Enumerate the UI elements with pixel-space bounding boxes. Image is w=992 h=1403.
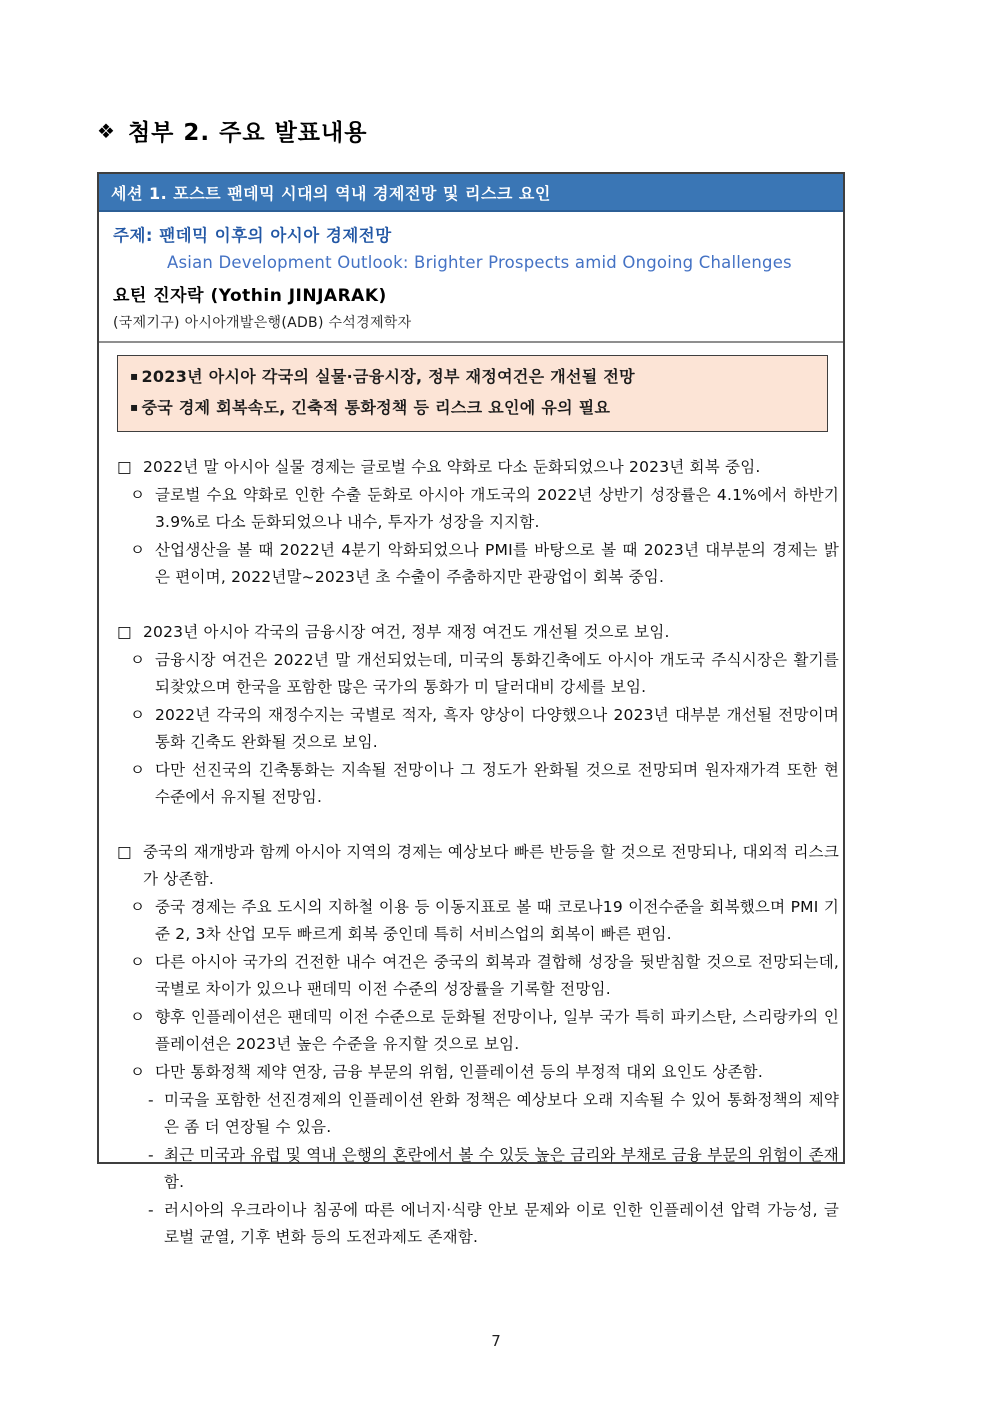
paragraph-text: 중국의 재개방과 함께 아시아 지역의 경제는 예상보다 빠른 반등을 할 것으로 전망되나, 대외적 리스크가 상존함. bbox=[143, 843, 839, 888]
speaker-affiliation: (국제기구) 아시아개발은행(ADB) 수석경제학자 bbox=[113, 315, 412, 331]
summary-box bbox=[117, 355, 828, 432]
paragraph-text: 다만 통화정책 제약 연장, 금융 부문의 위험, 인플레이션 등의 부정적 대외 요인도 상존함. bbox=[155, 1063, 763, 1081]
paragraph-marker: ㅇ bbox=[130, 486, 146, 504]
body-paragraph bbox=[130, 1059, 839, 1086]
body-paragraph bbox=[117, 839, 839, 893]
body-paragraph bbox=[117, 454, 839, 481]
session-subheader bbox=[99, 212, 843, 343]
paragraph-marker: ㅇ bbox=[130, 651, 146, 669]
speaker-name: 요틴 진자락 (Yothin JINJARAK) bbox=[113, 286, 387, 306]
paragraph-text: 글로벌 수요 약화로 인한 수출 둔화로 아시아 개도국의 2022년 상반기 성장률은 4.1%에서 하반기 3.9%로 다소 둔화되었으나 내수, 투자가 성장을 지지함. bbox=[155, 486, 839, 531]
paragraph-text: 2022년 각국의 재정수지는 국별로 적자, 흑자 양상이 다양했으나 2023년 대부분 개선될 전망이며 통화 긴축도 완화될 것으로 보임. bbox=[155, 706, 839, 751]
session-content bbox=[99, 343, 843, 1251]
paragraph-marker: □ bbox=[117, 458, 132, 476]
paragraph-marker: □ bbox=[117, 843, 132, 861]
summary-item-text: 중국 경제 회복속도, 긴축적 통화정책 등 리스크 요인에 유의 필요 bbox=[141, 398, 611, 417]
paragraph-text: 금융시장 여건은 2022년 말 개선되었는데, 미국의 통화긴축에도 아시아 개도국 주식시장은 활기를 되찾았으며 한국을 포함한 많은 국가의 통화가 미 달러대비 강세를 보임. bbox=[155, 651, 839, 696]
paragraph-text: 미국을 포함한 선진경제의 인플레이션 완화 정책은 예상보다 오래 지속될 수 있어 통화정책의 제약은 좀 더 연장될 수 있음. bbox=[164, 1091, 839, 1136]
topic-korean: 주제: 팬데믹 이후의 아시아 경제전망 bbox=[113, 226, 392, 245]
doc-title bbox=[97, 114, 367, 147]
body-paragraph bbox=[130, 1004, 839, 1058]
paragraph-marker: ㅇ bbox=[130, 761, 146, 779]
paragraph-text: 2023년 아시아 각국의 금융시장 여건, 정부 재정 여건도 개선될 것으로 보임. bbox=[143, 623, 670, 641]
paragraph-marker: ㅇ bbox=[130, 706, 146, 724]
paragraph-text: 산업생산을 볼 때 2022년 4분기 악화되었으나 PMI를 바탕으로 볼 때 2023년 대부분의 경제는 밝은 편이며, 2022년말~2023년 초 수출이 주춤하지만 관광업이 회복 중임. bbox=[155, 541, 839, 586]
body-paragraph bbox=[130, 702, 839, 756]
session-box bbox=[97, 172, 845, 1246]
paragraph-marker: ㅇ bbox=[130, 898, 146, 916]
body-paragraphs bbox=[117, 454, 839, 1251]
paragraph-text: 러시아의 우크라이나 침공에 따른 에너지·식량 안보 문제와 이로 인한 인플레이션 압력 가능성, 글로벌 균열, 기후 변화 등의 도전과제도 존재함. bbox=[164, 1201, 839, 1246]
body-paragraph bbox=[117, 619, 839, 646]
paragraph-text: 최근 미국과 유럽 및 역내 은행의 혼란에서 볼 수 있듯 높은 금리와 부채로 금융 부문의 위험이 존재함. bbox=[164, 1146, 839, 1191]
paragraph-marker: - bbox=[148, 1201, 154, 1219]
summary-item bbox=[130, 362, 815, 393]
paragraph-text: 다른 아시아 국가의 건전한 내수 여건은 중국의 회복과 결합해 성장을 뒷받침할 것으로 전망되는데, 국별로 차이가 있으나 팬데믹 이전 수준의 성장률을 기록할 전망임. bbox=[155, 953, 839, 998]
body-paragraph bbox=[148, 1197, 839, 1251]
body-paragraph bbox=[130, 894, 839, 948]
body-paragraph bbox=[130, 482, 839, 536]
page-number: 7 bbox=[491, 1332, 501, 1350]
paragraph-marker: ㅇ bbox=[130, 953, 146, 971]
diamond-bullet-icon: ❖ bbox=[97, 118, 116, 143]
square-bullet-icon: ▪ bbox=[130, 400, 139, 414]
body-paragraph bbox=[130, 757, 839, 811]
summary-item bbox=[130, 393, 815, 424]
paragraph-marker: ㅇ bbox=[130, 1063, 146, 1081]
paragraph-marker: ㅇ bbox=[130, 1008, 146, 1026]
paragraph-marker: - bbox=[148, 1146, 154, 1164]
paragraph-text: 2022년 말 아시아 실물 경제는 글로벌 수요 약화로 다소 둔화되었으나 2023년 회복 중임. bbox=[143, 458, 761, 476]
body-paragraph bbox=[130, 647, 839, 701]
paragraph-marker: ㅇ bbox=[130, 541, 146, 559]
doc-title-text: 첨부 2. 주요 발표내용 bbox=[127, 120, 368, 146]
paragraph-marker: - bbox=[148, 1091, 154, 1109]
paragraph-text: 향후 인플레이션은 팬데믹 이전 수준으로 둔화될 전망이나, 일부 국가 특히 파키스탄, 스리랑카의 인플레이션은 2023년 높은 수준을 유지할 것으로 보임. bbox=[155, 1008, 839, 1053]
session-header-text: 세션 1. 포스트 팬데믹 시대의 역내 경제전망 및 리스크 요인 bbox=[111, 184, 551, 203]
body-paragraph bbox=[148, 1142, 839, 1196]
paragraph-text: 중국 경제는 주요 도시의 지하철 이용 등 이동지표로 볼 때 코로나19 이전수준을 회복했으며 PMI 기준 2, 3차 산업 모두 빠르게 회복 중인데 특히 서비스업의 회복이 빠른 편임. bbox=[155, 898, 839, 943]
paragraph-marker: □ bbox=[117, 623, 132, 641]
session-header-bar bbox=[99, 174, 843, 212]
body-paragraph bbox=[130, 537, 839, 591]
summary-item-text: 2023년 아시아 각국의 실물·금융시장, 정부 재정여건은 개선될 전망 bbox=[141, 367, 635, 386]
body-paragraph bbox=[148, 1087, 839, 1141]
square-bullet-icon: ▪ bbox=[130, 369, 139, 383]
paragraph-text: 다만 선진국의 긴축통화는 지속될 전망이나 그 정도가 완화될 것으로 전망되며 원자재가격 또한 현 수준에서 유지될 전망임. bbox=[155, 761, 839, 806]
topic-english: Asian Development Outlook: Brighter Prospects amid Ongoing Challenges bbox=[167, 253, 792, 272]
body-paragraph bbox=[130, 949, 839, 1003]
